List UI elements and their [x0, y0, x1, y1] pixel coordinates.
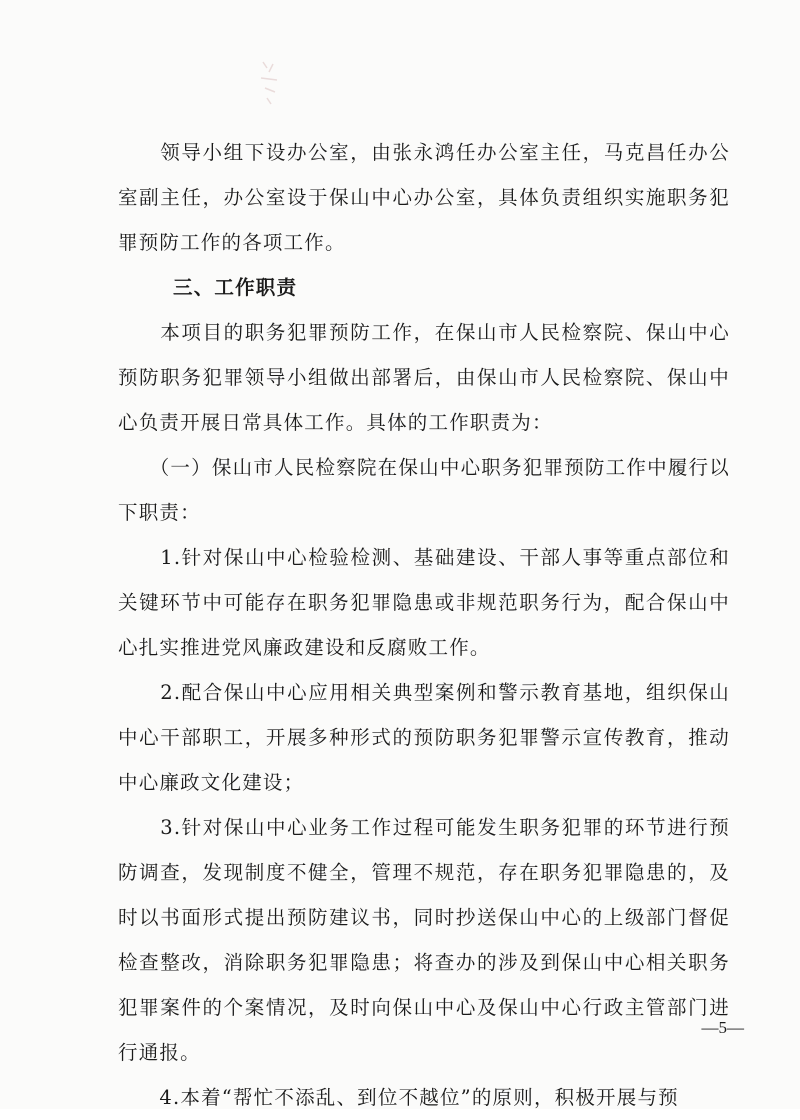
paragraph-item-3: 3.针对保山中心业务工作过程可能发生职务犯罪的环节进行预防调查，发现制度不健全，管理不规范，存在职务犯罪隐患的，及时以书面形式提出预防建议书，同时抄送保山中心的上级部门督促检查整改，消除职务犯罪隐患；将查办的涉及到保山中心相关职务犯罪案件的个案情况，及时向保山中心及保山中心行政主管部门进行通报。 [118, 816, 730, 1064]
section-heading: 三、工作职责 [173, 276, 298, 299]
paragraph-office-setup: 领导小组下设办公室，由张永鸿任办公室主任，马克昌任办公室副主任，办公室设于保山中心办公室，具体负责组织实施职务犯罪预防工作的各项工作。 [118, 141, 730, 254]
paragraph-item-4: 4.本着“帮忙不添乱、到位不越位”的原则，积极开展与预 [118, 1086, 679, 1109]
paragraph-item-1: 1.针对保山中心检验检测、基础建设、干部人事等重点部位和关键环节中可能存在职务犯罪隐患或非规范职务行为，配合保山中心扎实推进党风廉政建设和反腐败工作。 [118, 546, 730, 659]
page-number: —5— [701, 1018, 744, 1037]
faint-stamp-mark [255, 58, 285, 106]
paragraph-item-2: 2.配合保山中心应用相关典型案例和警示教育基地，组织保山中心干部职工，开展多种形式的预防职务犯罪警示宣传教育，推动中心廉政文化建设； [118, 681, 730, 794]
paragraph-subsection-one: （一）保山市人民检察院在保山中心职务犯罪预防工作中履行以下职责： [118, 456, 730, 524]
document-body [118, 130, 730, 1120]
paragraph-intro: 本项目的职务犯罪预防工作，在保山市人民检察院、保山中心预防职务犯罪领导小组做出部署后，由保山市人民检察院、保山中心负责开展日常具体工作。具体的工作职责为： [118, 321, 730, 434]
